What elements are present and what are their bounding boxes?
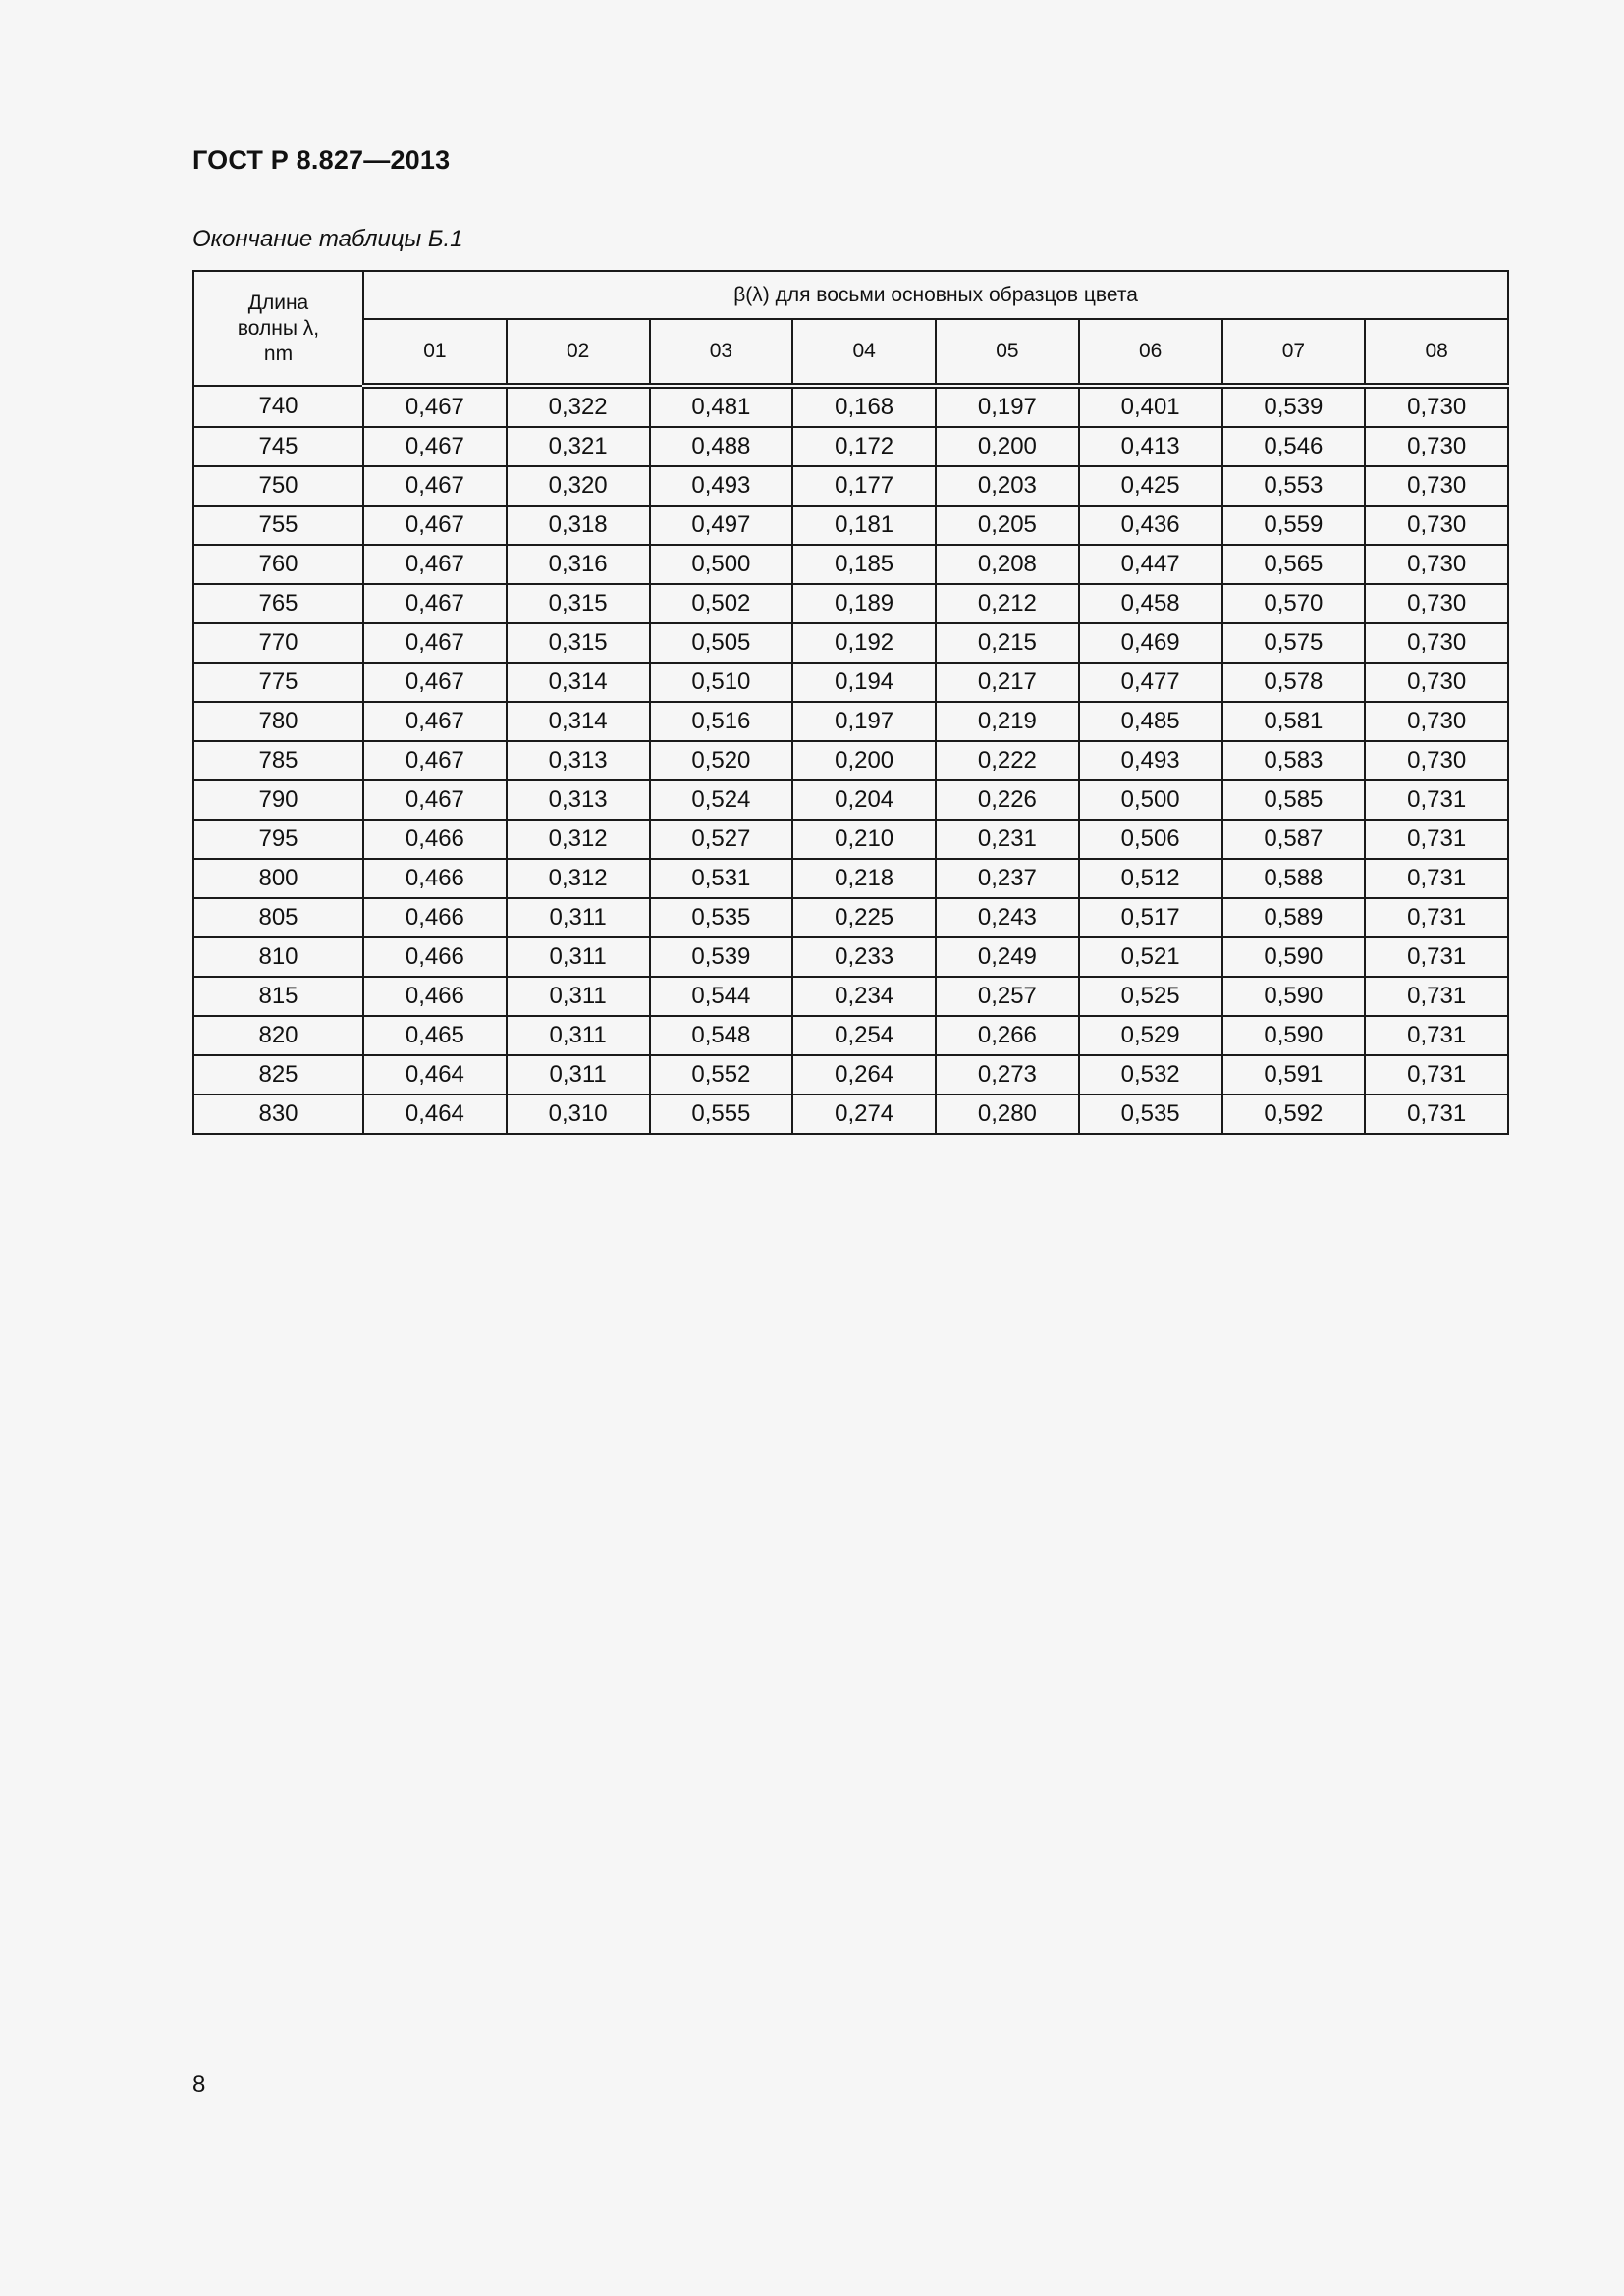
- value-cell: 0,189: [792, 584, 936, 623]
- value-cell: 0,477: [1079, 663, 1222, 702]
- value-cell: 0,311: [507, 937, 650, 977]
- wavelength-header: [193, 271, 363, 386]
- value-cell: 0,181: [792, 506, 936, 545]
- value-cell: 0,466: [363, 977, 507, 1016]
- value-cell: 0,233: [792, 937, 936, 977]
- value-cell: 0,587: [1222, 820, 1366, 859]
- value-cell: 0,217: [936, 663, 1079, 702]
- table-row: [193, 820, 1508, 859]
- value-cell: 0,506: [1079, 820, 1222, 859]
- value-cell: 0,401: [1079, 386, 1222, 427]
- value-cell: 0,590: [1222, 1016, 1366, 1055]
- wavelength-header-line: nm: [263, 342, 294, 365]
- document-header: ГОСТ Р 8.827—2013: [192, 145, 451, 175]
- value-cell: 0,731: [1365, 898, 1508, 937]
- value-cell: 0,212: [936, 584, 1079, 623]
- wavelength-cell: 755: [193, 506, 363, 545]
- value-cell: 0,311: [507, 898, 650, 937]
- wavelength-header-line: волны λ,: [237, 316, 320, 340]
- value-cell: 0,274: [792, 1095, 936, 1134]
- value-cell: 0,730: [1365, 584, 1508, 623]
- wavelength-cell: 780: [193, 702, 363, 741]
- value-cell: 0,436: [1079, 506, 1222, 545]
- value-cell: 0,467: [363, 780, 507, 820]
- value-cell: 0,539: [650, 937, 793, 977]
- table-row: [193, 977, 1508, 1016]
- value-cell: 0,467: [363, 702, 507, 741]
- value-cell: 0,311: [507, 977, 650, 1016]
- value-cell: 0,254: [792, 1016, 936, 1055]
- table-caption: Окончание таблицы Б.1: [192, 226, 463, 252]
- value-cell: 0,177: [792, 466, 936, 506]
- value-cell: 0,315: [507, 584, 650, 623]
- value-cell: 0,464: [363, 1055, 507, 1095]
- value-cell: 0,314: [507, 702, 650, 741]
- value-cell: 0,731: [1365, 820, 1508, 859]
- page-number: 8: [192, 2071, 206, 2098]
- value-cell: 0,521: [1079, 937, 1222, 977]
- wavelength-cell: 745: [193, 427, 363, 466]
- value-cell: 0,234: [792, 977, 936, 1016]
- value-cell: 0,466: [363, 898, 507, 937]
- value-cell: 0,194: [792, 663, 936, 702]
- value-cell: 0,583: [1222, 741, 1366, 780]
- table-row: [193, 506, 1508, 545]
- table-row: [193, 741, 1508, 780]
- value-cell: 0,200: [792, 741, 936, 780]
- value-cell: 0,516: [650, 702, 793, 741]
- wavelength-cell: 825: [193, 1055, 363, 1095]
- value-cell: 0,249: [936, 937, 1079, 977]
- value-cell: 0,413: [1079, 427, 1222, 466]
- value-cell: 0,226: [936, 780, 1079, 820]
- value-cell: 0,313: [507, 780, 650, 820]
- value-cell: 0,192: [792, 623, 936, 663]
- value-cell: 0,467: [363, 623, 507, 663]
- value-cell: 0,497: [650, 506, 793, 545]
- value-cell: 0,570: [1222, 584, 1366, 623]
- value-cell: 0,185: [792, 545, 936, 584]
- table-row: [193, 898, 1508, 937]
- table-row: [193, 466, 1508, 506]
- table-row: [193, 780, 1508, 820]
- value-cell: 0,589: [1222, 898, 1366, 937]
- value-cell: 0,581: [1222, 702, 1366, 741]
- value-cell: 0,548: [650, 1016, 793, 1055]
- value-cell: 0,552: [650, 1055, 793, 1095]
- column-header: 03: [650, 319, 793, 386]
- value-cell: 0,312: [507, 820, 650, 859]
- value-cell: 0,500: [650, 545, 793, 584]
- wavelength-cell: 805: [193, 898, 363, 937]
- value-cell: 0,467: [363, 663, 507, 702]
- value-cell: 0,731: [1365, 977, 1508, 1016]
- value-cell: 0,466: [363, 820, 507, 859]
- value-cell: 0,225: [792, 898, 936, 937]
- value-cell: 0,312: [507, 859, 650, 898]
- column-header: 04: [792, 319, 936, 386]
- value-cell: 0,730: [1365, 741, 1508, 780]
- column-header: 08: [1365, 319, 1508, 386]
- value-cell: 0,559: [1222, 506, 1366, 545]
- column-header: 05: [936, 319, 1079, 386]
- value-cell: 0,264: [792, 1055, 936, 1095]
- value-cell: 0,172: [792, 427, 936, 466]
- wavelength-cell: 760: [193, 545, 363, 584]
- table-row: [193, 663, 1508, 702]
- table-row: [193, 859, 1508, 898]
- value-cell: 0,273: [936, 1055, 1079, 1095]
- value-cell: 0,544: [650, 977, 793, 1016]
- table-row: [193, 584, 1508, 623]
- table-row: [193, 1095, 1508, 1134]
- table-row: [193, 427, 1508, 466]
- value-cell: 0,458: [1079, 584, 1222, 623]
- value-cell: 0,565: [1222, 545, 1366, 584]
- value-cell: 0,488: [650, 427, 793, 466]
- value-cell: 0,590: [1222, 937, 1366, 977]
- value-cell: 0,588: [1222, 859, 1366, 898]
- value-cell: 0,730: [1365, 466, 1508, 506]
- value-cell: 0,731: [1365, 1095, 1508, 1134]
- value-cell: 0,578: [1222, 663, 1366, 702]
- value-cell: 0,520: [650, 741, 793, 780]
- wavelength-cell: 785: [193, 741, 363, 780]
- table-row: [193, 1016, 1508, 1055]
- value-cell: 0,465: [363, 1016, 507, 1055]
- value-cell: 0,205: [936, 506, 1079, 545]
- value-cell: 0,215: [936, 623, 1079, 663]
- value-cell: 0,425: [1079, 466, 1222, 506]
- value-cell: 0,485: [1079, 702, 1222, 741]
- column-header: 07: [1222, 319, 1366, 386]
- value-cell: 0,730: [1365, 702, 1508, 741]
- wavelength-cell: 795: [193, 820, 363, 859]
- value-cell: 0,243: [936, 898, 1079, 937]
- table-row: [193, 386, 1508, 427]
- value-cell: 0,546: [1222, 427, 1366, 466]
- data-table: [192, 270, 1509, 1135]
- wavelength-cell: 775: [193, 663, 363, 702]
- value-cell: 0,447: [1079, 545, 1222, 584]
- value-cell: 0,315: [507, 623, 650, 663]
- value-cell: 0,730: [1365, 545, 1508, 584]
- value-cell: 0,510: [650, 663, 793, 702]
- value-cell: 0,280: [936, 1095, 1079, 1134]
- value-cell: 0,505: [650, 623, 793, 663]
- value-cell: 0,313: [507, 741, 650, 780]
- wavelength-cell: 830: [193, 1095, 363, 1134]
- value-cell: 0,730: [1365, 506, 1508, 545]
- wavelength-header-line: Длина: [247, 291, 309, 314]
- value-cell: 0,527: [650, 820, 793, 859]
- value-cell: 0,467: [363, 545, 507, 584]
- value-cell: 0,311: [507, 1016, 650, 1055]
- value-cell: 0,219: [936, 702, 1079, 741]
- value-cell: 0,311: [507, 1055, 650, 1095]
- value-cell: 0,525: [1079, 977, 1222, 1016]
- value-cell: 0,467: [363, 506, 507, 545]
- value-cell: 0,730: [1365, 427, 1508, 466]
- value-cell: 0,592: [1222, 1095, 1366, 1134]
- value-cell: 0,575: [1222, 623, 1366, 663]
- value-cell: 0,316: [507, 545, 650, 584]
- value-cell: 0,467: [363, 427, 507, 466]
- value-cell: 0,481: [650, 386, 793, 427]
- value-cell: 0,502: [650, 584, 793, 623]
- column-header: 02: [507, 319, 650, 386]
- value-cell: 0,200: [936, 427, 1079, 466]
- value-cell: 0,524: [650, 780, 793, 820]
- value-cell: 0,222: [936, 741, 1079, 780]
- value-cell: 0,555: [650, 1095, 793, 1134]
- value-cell: 0,531: [650, 859, 793, 898]
- value-cell: 0,231: [936, 820, 1079, 859]
- value-cell: 0,731: [1365, 937, 1508, 977]
- value-cell: 0,512: [1079, 859, 1222, 898]
- value-cell: 0,500: [1079, 780, 1222, 820]
- value-cell: 0,731: [1365, 1055, 1508, 1095]
- value-cell: 0,532: [1079, 1055, 1222, 1095]
- value-cell: 0,467: [363, 584, 507, 623]
- value-cell: 0,197: [936, 386, 1079, 427]
- wavelength-cell: 800: [193, 859, 363, 898]
- wavelength-cell: 815: [193, 977, 363, 1016]
- wavelength-cell: 765: [193, 584, 363, 623]
- wavelength-cell: 750: [193, 466, 363, 506]
- value-cell: 0,466: [363, 859, 507, 898]
- value-cell: 0,730: [1365, 386, 1508, 427]
- column-header: 01: [363, 319, 507, 386]
- value-cell: 0,585: [1222, 780, 1366, 820]
- table-header: [193, 271, 1508, 386]
- value-cell: 0,730: [1365, 623, 1508, 663]
- value-cell: 0,257: [936, 977, 1079, 1016]
- value-cell: 0,591: [1222, 1055, 1366, 1095]
- value-cell: 0,467: [363, 466, 507, 506]
- value-cell: 0,590: [1222, 977, 1366, 1016]
- value-cell: 0,464: [363, 1095, 507, 1134]
- value-cell: 0,553: [1222, 466, 1366, 506]
- table-row: [193, 702, 1508, 741]
- value-cell: 0,266: [936, 1016, 1079, 1055]
- wavelength-cell: 770: [193, 623, 363, 663]
- value-cell: 0,218: [792, 859, 936, 898]
- value-cell: 0,168: [792, 386, 936, 427]
- value-cell: 0,535: [650, 898, 793, 937]
- table-row: [193, 937, 1508, 977]
- value-cell: 0,322: [507, 386, 650, 427]
- wavelength-cell: 810: [193, 937, 363, 977]
- value-cell: 0,539: [1222, 386, 1366, 427]
- table-row: [193, 545, 1508, 584]
- value-cell: 0,204: [792, 780, 936, 820]
- value-cell: 0,318: [507, 506, 650, 545]
- value-cell: 0,517: [1079, 898, 1222, 937]
- value-cell: 0,467: [363, 741, 507, 780]
- wavelength-cell: 740: [193, 386, 363, 427]
- wavelength-cell: 790: [193, 780, 363, 820]
- value-cell: 0,493: [650, 466, 793, 506]
- value-cell: 0,493: [1079, 741, 1222, 780]
- value-cell: 0,208: [936, 545, 1079, 584]
- value-cell: 0,467: [363, 386, 507, 427]
- wavelength-cell: 820: [193, 1016, 363, 1055]
- value-cell: 0,197: [792, 702, 936, 741]
- value-cell: 0,321: [507, 427, 650, 466]
- value-cell: 0,203: [936, 466, 1079, 506]
- value-cell: 0,320: [507, 466, 650, 506]
- table-row: [193, 1055, 1508, 1095]
- value-cell: 0,731: [1365, 780, 1508, 820]
- value-cell: 0,731: [1365, 1016, 1508, 1055]
- value-cell: 0,237: [936, 859, 1079, 898]
- value-cell: 0,535: [1079, 1095, 1222, 1134]
- value-cell: 0,210: [792, 820, 936, 859]
- value-cell: 0,310: [507, 1095, 650, 1134]
- beta-group-header: β(λ) для восьми основных образцов цвета: [363, 271, 1508, 319]
- value-cell: 0,469: [1079, 623, 1222, 663]
- value-cell: 0,529: [1079, 1016, 1222, 1055]
- table-body: [193, 386, 1508, 1134]
- value-cell: 0,466: [363, 937, 507, 977]
- column-header: 06: [1079, 319, 1222, 386]
- value-cell: 0,730: [1365, 663, 1508, 702]
- value-cell: 0,731: [1365, 859, 1508, 898]
- table-row: [193, 623, 1508, 663]
- value-cell: 0,314: [507, 663, 650, 702]
